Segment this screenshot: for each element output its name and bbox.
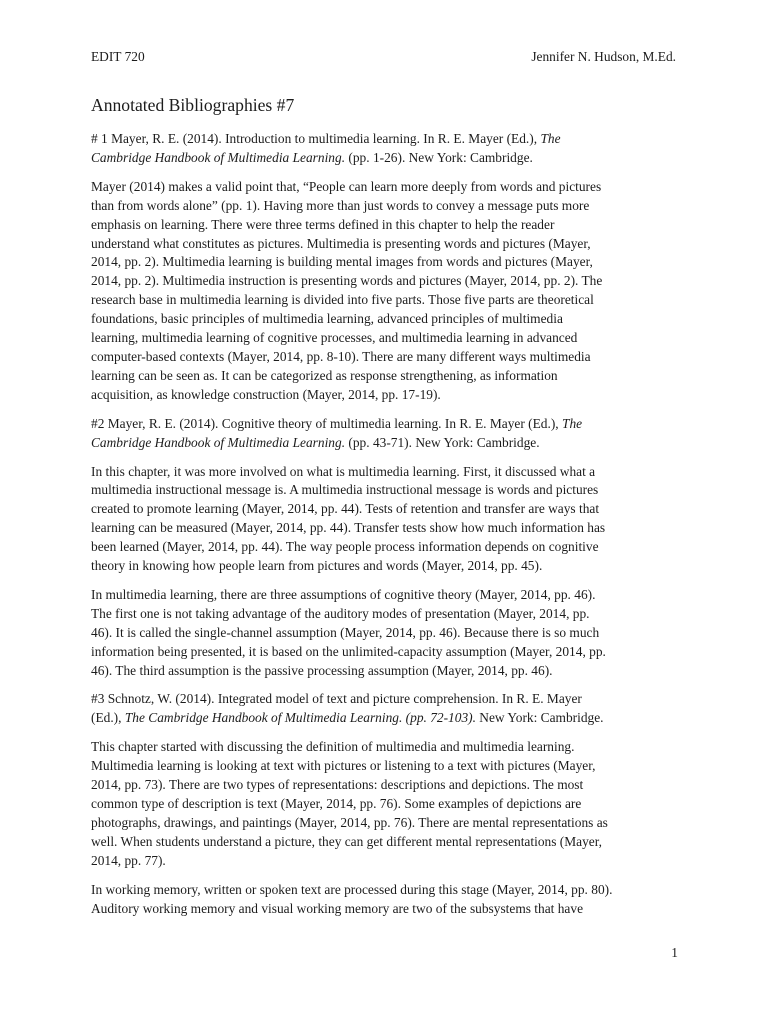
citation-paragraph xyxy=(91,415,691,453)
body-paragraph xyxy=(91,463,691,576)
text-line: research base in multimedia learning is divided into five parts. Those five parts are theoretical xyxy=(91,292,594,308)
text-line: 2014, pp. 2). Multimedia learning is building mental images from words and pictures (Mayer, xyxy=(91,254,593,270)
citation-paragraph xyxy=(91,690,691,728)
text-line xyxy=(91,434,691,453)
text-line: learning can be seen as. It can be categorized as response strengthening, as information xyxy=(91,367,558,383)
text-line: foundations, basic principles of multimedia learning, advanced principles of multimedia xyxy=(91,311,563,327)
text-segment: # 1 Mayer, R. E. (2014). Introduction to multimedia learning. In R. E. Mayer (Ed.), xyxy=(91,131,541,146)
text-segment: (pp. 1-26). New York: Cambridge. xyxy=(345,149,533,165)
text-line: Auditory working memory and visual working memory are two of the subsystems that have xyxy=(91,900,584,916)
text-line: Mayer (2014) makes a valid point that, “People can learn more deeply from words and pictures xyxy=(91,178,602,194)
text-line: In this chapter, it was more involved on what is multimedia learning. First, it discussed what a xyxy=(91,463,596,479)
italic-text: The Cambridge Handbook of Multimedia Learning. (pp. 72-103). xyxy=(124,710,476,726)
text-line: common type of description is text (Mayer, 2014, pp. 76). Some examples of depictions are xyxy=(91,796,582,811)
italic-text: Cambridge Handbook of Multimedia Learning. xyxy=(91,149,346,165)
text-line: 2014, pp. 2). Multimedia instruction is presenting words and pictures (Mayer, 2014, pp. 2). The xyxy=(91,273,603,289)
text-line: In multimedia learning, there are three assumptions of cognitive theory (Mayer, 2014, pp. 46). xyxy=(91,586,596,602)
citation-paragraph xyxy=(91,130,691,168)
text-segment: (pp. 43-71). New York: Cambridge. xyxy=(345,434,540,450)
text-line: theory in knowing how people learn from pictures and words (Mayer, 2014, pp. 45). xyxy=(91,558,543,574)
text-line: understand what constitutes as pictures. Multimedia is presenting words and pictures (Mayer, xyxy=(91,235,591,251)
header-author: Jennifer N. Hudson, M.Ed. xyxy=(531,49,676,64)
text-line xyxy=(91,415,691,434)
text-line: information being presented, it is based on the unlimited-capacity assumption (Mayer, 2014, pp. xyxy=(91,643,606,659)
text-line: 2014, pp. 77). xyxy=(91,852,166,868)
body-paragraph xyxy=(91,586,691,681)
text-line: created to promote learning (Mayer, 2014, pp. 44). Tests of retention and transfer are ways that xyxy=(91,501,600,517)
text-line: photographs, drawings, and paintings (Mayer, 2014, pp. 76). There are mental representations as xyxy=(91,814,608,830)
italic-text: The xyxy=(540,131,561,146)
italic-text: Cambridge Handbook of Multimedia Learning. xyxy=(91,434,346,450)
body-paragraph xyxy=(91,178,691,405)
text-line: computer-based contexts (Mayer, 2014, pp. 8-10). There are many different ways multimedia xyxy=(91,348,591,364)
text-line: This chapter started with discussing the definition of multimedia and multimedia learning. xyxy=(91,739,575,755)
page-number: 1 xyxy=(671,945,678,960)
text-line: 46). It is called the single-channel assumption (Mayer, 2014, pp. 46). Because there is so much xyxy=(91,624,600,640)
text-line: In working memory, written or spoken text are processed during this stage (Mayer, 2014, pp. 80). xyxy=(91,881,613,897)
text-line: been learned (Mayer, 2014, pp. 44). The way people process information depends on cognitive xyxy=(91,539,599,555)
text-segment: (Ed.), xyxy=(91,710,125,726)
text-segment: #3 Schnotz, W. (2014). Integrated model of text and picture comprehension. In R. E. Mayer xyxy=(91,691,582,707)
italic-text: The xyxy=(562,415,583,431)
body-paragraph xyxy=(91,881,691,919)
text-line: 46). The third assumption is the passive processing assumption (Mayer, 2014, pp. 46). xyxy=(91,662,553,678)
text-segment: New York: Cambridge. xyxy=(475,710,604,726)
text-line: learning, multimedia learning of cognitive processes, and multimedia learning in advanced xyxy=(91,330,578,346)
text-line: multimedia instructional message is. A multimedia instructional message is words and pictures xyxy=(91,482,599,498)
document-body xyxy=(91,130,691,928)
text-line: acquisition, as knowledge construction (Mayer, 2014, pp. 17-19). xyxy=(91,386,441,402)
text-line: The first one is not taking advantage of the auditory modes of presentation (Mayer, 2014, pp. xyxy=(91,605,590,621)
text-line: well. When students understand a picture, they can get different mental representations (Mayer, xyxy=(91,833,602,849)
text-line xyxy=(91,130,691,149)
text-line: 2014, pp. 73). There are two types of representations: descriptions and depictions. The most xyxy=(91,777,584,793)
body-paragraph xyxy=(91,738,691,870)
header-course-code: EDIT 720 xyxy=(91,49,145,64)
text-line xyxy=(91,709,691,728)
text-line: learning can be measured (Mayer, 2014, pp. 44). Transfer tests show how much information has xyxy=(91,520,606,536)
text-line: emphasis on learning. There were three terms defined in this chapter to help the reader xyxy=(91,216,555,232)
text-line xyxy=(91,690,691,709)
document-title: Annotated Bibliographies #7 xyxy=(91,95,295,115)
text-line: Multimedia learning is looking at text with pictures or listening to a text with pictures (Mayer, xyxy=(91,758,596,774)
text-line xyxy=(91,149,691,168)
text-line: than from words alone” (pp. 1). Having more than just words to convey a message puts more xyxy=(91,197,590,213)
text-segment: #2 Mayer, R. E. (2014). Cognitive theory of multimedia learning. In R. E. Mayer (Ed.), xyxy=(91,415,563,431)
